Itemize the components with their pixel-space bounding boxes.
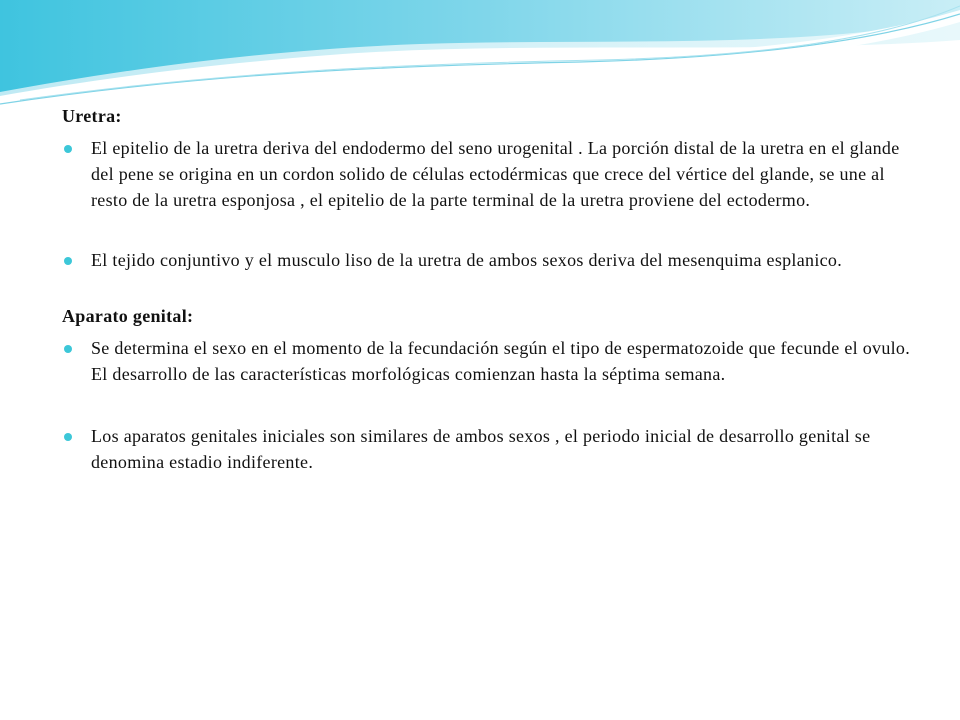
bullet-dot-icon [64, 145, 72, 153]
slide-content [62, 103, 912, 475]
bullet-item [62, 247, 912, 273]
section-heading-uretra: Uretra: [62, 106, 122, 126]
section-heading-aparato-genital: Aparato genital: [62, 306, 194, 326]
bullet-dot-icon [64, 257, 72, 265]
bullet-text: Se determina el sexo en el momento de la fecundación según el tipo de espermatozoide que fecunde el ovulo. El desarrollo de las características morfológicas comienzan hasta la séptima semana. [91, 338, 911, 384]
bullet-item [62, 423, 912, 475]
bullet-dot-icon [64, 345, 72, 353]
bullet-item [62, 335, 912, 387]
bullet-text: El epitelio de la uretra deriva del endodermo del seno urogenital . La porción distal de la uretra en el glande del pene se origina en un cordon solido de células ectodérmicas que crece del vértice del glande, se une al resto de la uretra esponjosa , el epitelio de la parte terminal de la uretra proviene del ectodermo. [91, 138, 900, 210]
bullet-text: Los aparatos genitales iniciales son similares de ambos sexos , el periodo inicial de desarrollo genital se denomina estadio indiferente. [91, 426, 871, 472]
bullet-item [62, 135, 912, 213]
bullet-text: El tejido conjuntivo y el musculo liso de la uretra de ambos sexos deriva del mesenquima esplanico. [91, 250, 843, 270]
bullet-dot-icon [64, 433, 72, 441]
header-wave-decoration [0, 0, 960, 115]
